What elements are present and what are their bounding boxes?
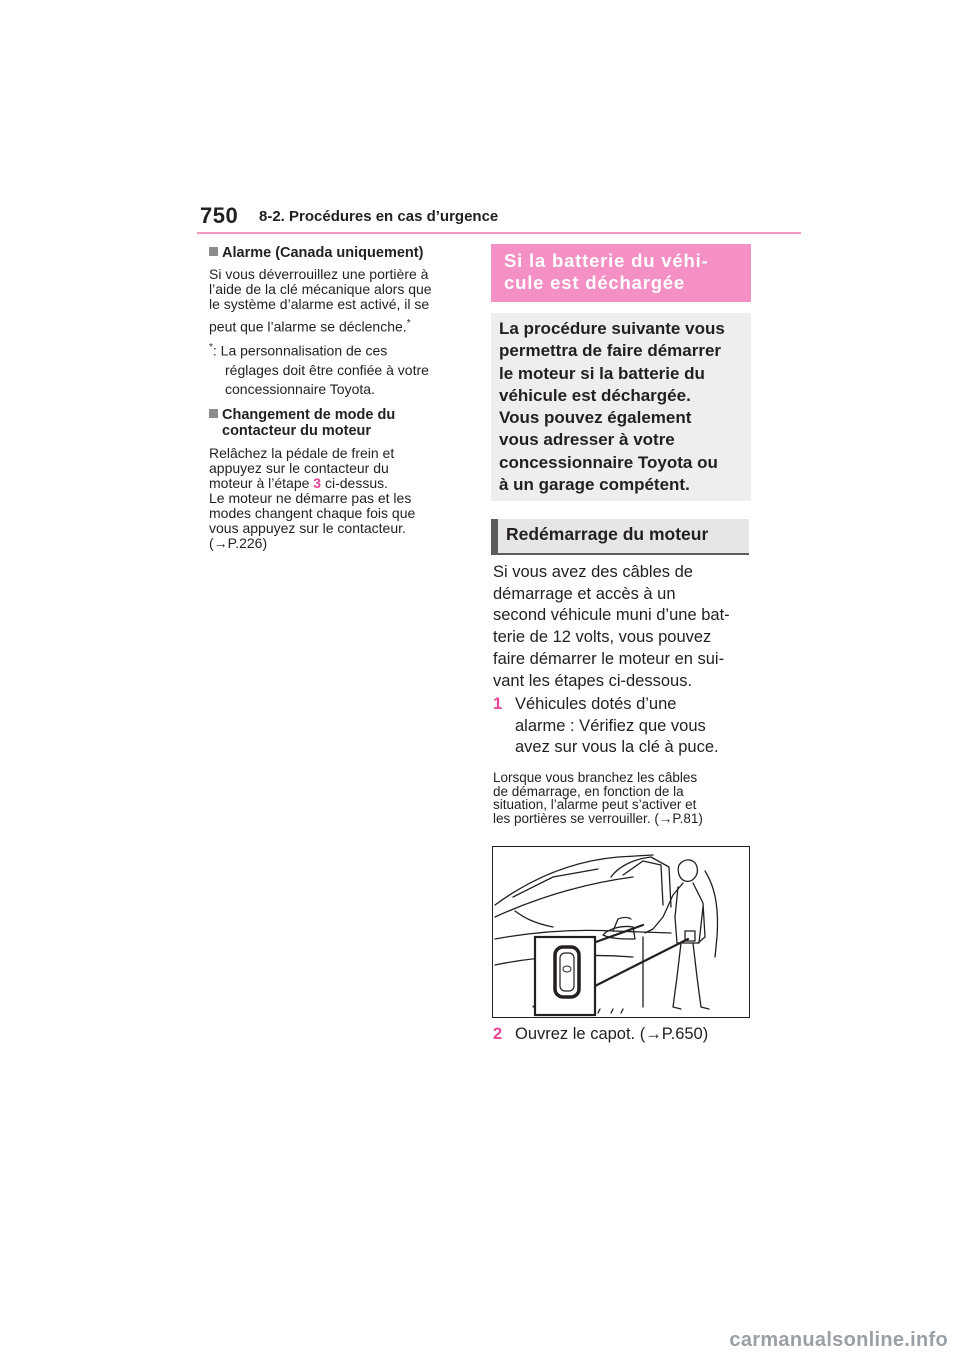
page-reference-link[interactable]: P.81)	[672, 810, 703, 826]
page-reference-link[interactable]: P.650)	[661, 1025, 709, 1043]
subheading-bar	[491, 519, 498, 555]
step-reference-number: 3	[313, 475, 322, 491]
step-2: 2 Ouvrez le capot. (→P.650)	[493, 1024, 755, 1046]
alarm-paragraph: Si vous déverrouillez une portière à l’aide de la clé mécanique alors que le système d’alarme est activé, il se peut que l’alarme se déclenche.*	[209, 266, 432, 335]
mode-heading: Changement de mode du contacteur du moteur	[209, 407, 395, 439]
step-1-number: 1	[493, 695, 503, 713]
bullet-square-icon	[209, 247, 218, 256]
watermark: carmanualsonline.info	[729, 1329, 948, 1351]
illustration-smart-key	[492, 846, 750, 1018]
page-number: 750	[200, 203, 239, 228]
alarm-footnote: *: La personnalisation de ces réglages doit être confiée à votre concessionnaire Toyota.	[209, 342, 429, 397]
bullet-square-icon	[209, 409, 218, 418]
alarm-heading: Alarme (Canada uniquement)	[209, 245, 423, 261]
step-2-number: 2	[493, 1025, 503, 1043]
chapter-title: 8-2. Procédures en cas d’urgence	[259, 208, 499, 225]
mode-paragraph: Relâchez la pédale de frein et appuyez sur le contacteur du moteur à l’étape 3 ci-dessus. Le moteur ne démarre pas et les modes changent chaque fois que vous appuyez sur le contacteur. (→P.226)	[209, 446, 469, 551]
alarm-caution-note: Lorsque vous branchez les câbles de démarrage, en fonction de la situation, l’alarme peut s’activer et les portières se verrouiller. (→P.81)	[493, 770, 703, 826]
smart-key-inset	[535, 937, 595, 1015]
step-1: 1 Véhicules dotés d’une alarme : Vérifiez que vous avez sur vous la clé à puce.	[493, 695, 719, 757]
subheading: Redémarrage du moteur	[506, 524, 709, 544]
intro-text: La procédure suivante vous permettra de faire démarrer le moteur si la batterie du véhicule est déchargée. Vous pouvez également vous adresser à votre concessionnaire Toyota ou à un garage compétent.	[499, 319, 725, 495]
car-with-person-illustration	[493, 847, 749, 1017]
header-rule	[197, 232, 801, 234]
page-reference-link[interactable]: (→P.226)	[209, 535, 268, 551]
section-title: Si la batterie du véhi- cule est déchargée	[504, 250, 709, 293]
restart-paragraph: Si vous avez des câbles de démarrage et accès à un second véhicule muni d’une bat- terie de 12 volts, vous pouvez faire démarrer le moteur en sui- vant les étapes ci-dessous.	[493, 563, 730, 690]
